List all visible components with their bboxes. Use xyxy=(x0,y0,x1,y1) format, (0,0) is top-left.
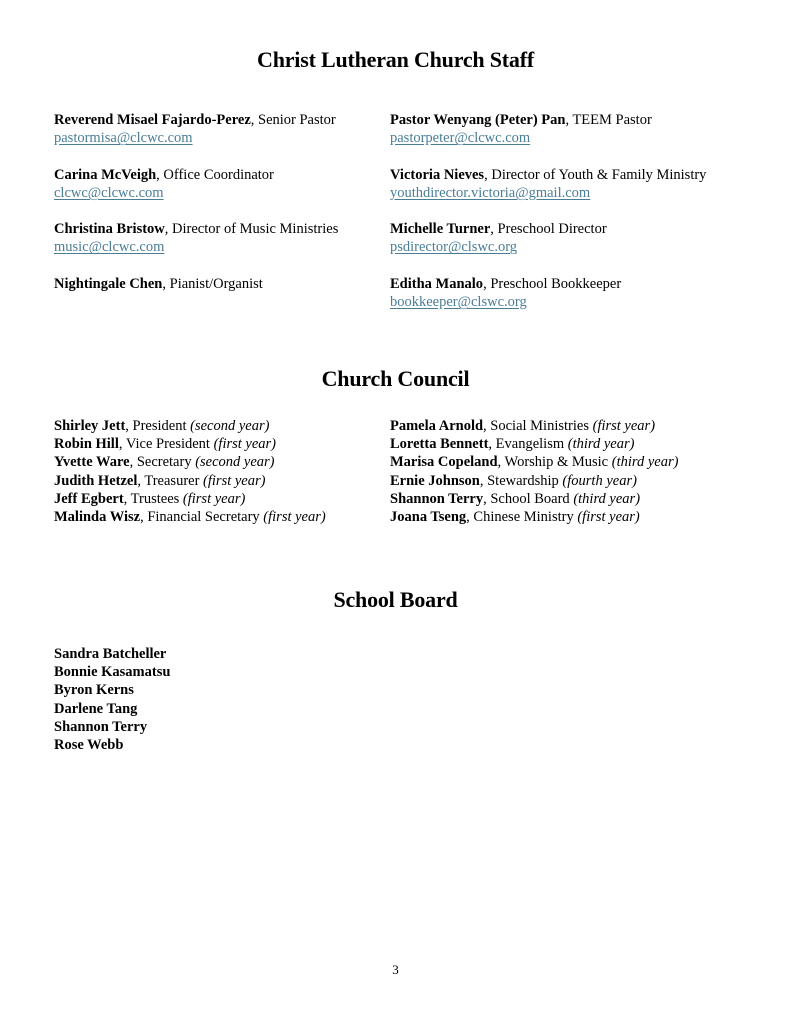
staff-left-column xyxy=(54,111,384,311)
member-role: Financial Secretary xyxy=(147,509,264,526)
staff-heading: Christ Lutheran Church Staff xyxy=(257,47,534,72)
member-role: Vice President xyxy=(125,436,214,453)
school-board-member: Sandra Batcheller xyxy=(54,646,167,662)
member-name: Robin Hill xyxy=(54,436,119,453)
school-board-member: Rose Webb xyxy=(54,737,124,754)
staff-entry xyxy=(390,275,770,311)
member-name: Pamela Arnold xyxy=(390,418,484,434)
separator: , xyxy=(484,166,492,183)
member-term: (first year) xyxy=(182,490,246,507)
council-member xyxy=(54,472,384,490)
staff-name: Victoria Nieves xyxy=(390,166,485,183)
school-board-member: Darlene Tang xyxy=(54,700,138,717)
member-name: Malinda Wisz xyxy=(54,509,141,526)
council-member xyxy=(390,417,770,435)
staff-email-link[interactable]: bookkeeper@clswc.org xyxy=(390,293,527,310)
staff-entry xyxy=(54,166,384,202)
member-term: (second year) xyxy=(190,418,270,434)
council-member xyxy=(390,472,770,490)
staff-right-column xyxy=(390,111,770,329)
staff-email-link[interactable]: pastormisa@clcwc.com xyxy=(54,130,193,147)
staff-email-link[interactable]: clcwc@clcwc.com xyxy=(54,184,164,201)
member-name: Shirley Jett xyxy=(54,418,126,434)
member-name: Joana Tseng xyxy=(390,509,467,526)
separator: , xyxy=(137,472,145,489)
separator: , xyxy=(162,275,170,292)
member-role: Worship & Music xyxy=(504,454,612,471)
member-term: (first year) xyxy=(203,472,266,489)
council-member xyxy=(54,417,384,435)
member-role: Stewardship xyxy=(487,472,563,489)
staff-email-link[interactable]: youthdirector.victoria@gmail.com xyxy=(390,184,591,201)
separator: , xyxy=(466,509,474,526)
school-board-member: Byron Kerns xyxy=(54,682,134,699)
staff-role: Preschool Bookkeeper xyxy=(490,275,622,292)
staff-entry xyxy=(54,275,384,293)
separator: , xyxy=(488,436,496,453)
staff-role: Office Coordinator xyxy=(163,166,274,183)
member-name: Shannon Terry xyxy=(390,490,484,507)
staff-role: Director of Youth & Family Ministry xyxy=(491,166,707,183)
separator: , xyxy=(479,472,488,489)
member-role: President xyxy=(132,418,191,434)
separator: , xyxy=(565,112,573,128)
staff-role: Director of Music Ministries xyxy=(172,221,339,238)
council-left-column xyxy=(54,417,384,526)
staff-name: Editha Manalo xyxy=(390,275,484,292)
staff-entry xyxy=(54,111,384,147)
staff-name: Michelle Turner xyxy=(390,221,491,238)
page-number: 3 xyxy=(392,962,399,977)
council-member xyxy=(54,435,384,453)
member-name: Ernie Johnson xyxy=(390,472,480,489)
separator: , xyxy=(123,490,131,507)
member-name: Marisa Copeland xyxy=(390,454,498,471)
staff-role: TEEM Pastor xyxy=(572,112,652,128)
member-name: Judith Hetzel xyxy=(54,472,138,489)
staff-role: Senior Pastor xyxy=(258,112,336,128)
council-heading: Church Council xyxy=(321,366,470,391)
separator: , xyxy=(483,418,491,434)
member-role: Treasurer xyxy=(144,472,204,489)
staff-email-link[interactable]: music@clcwc.com xyxy=(54,239,165,256)
school-board-member: Shannon Terry xyxy=(54,718,148,735)
staff-entry xyxy=(390,166,770,202)
staff-name: Nightingale Chen xyxy=(54,275,163,292)
member-name: Yvette Ware xyxy=(54,454,130,471)
member-term: (first year) xyxy=(577,509,640,526)
council-member xyxy=(54,453,384,471)
council-member xyxy=(390,435,770,453)
separator: , xyxy=(140,509,148,526)
staff-role: Preschool Director xyxy=(497,221,607,238)
separator: , xyxy=(483,275,491,292)
member-term: (fourth year) xyxy=(562,472,637,489)
school-board-list xyxy=(54,645,384,754)
separator: , xyxy=(118,436,126,453)
staff-email-link[interactable]: psdirector@clswc.org xyxy=(390,239,518,256)
separator: , xyxy=(156,166,164,183)
member-name: Loretta Bennett xyxy=(390,436,489,453)
member-role: Evangelism xyxy=(495,436,568,453)
member-role: Chinese Ministry xyxy=(473,509,578,526)
separator: , xyxy=(497,454,505,471)
school-board-heading: School Board xyxy=(333,587,458,612)
member-term: (second year) xyxy=(195,454,275,471)
council-member xyxy=(390,508,770,526)
staff-role: Pianist/Organist xyxy=(169,275,263,292)
council-member xyxy=(54,508,384,526)
council-member xyxy=(390,453,770,471)
member-term: (third year) xyxy=(573,490,641,507)
separator: , xyxy=(164,221,173,238)
staff-entry xyxy=(390,220,770,256)
separator: , xyxy=(125,418,133,434)
member-term: (first year) xyxy=(213,436,277,453)
staff-entry xyxy=(390,111,770,147)
separator: , xyxy=(250,112,259,128)
council-member xyxy=(54,490,384,508)
council-member xyxy=(390,490,770,508)
member-name: Jeff Egbert xyxy=(54,490,124,507)
member-term: (first year) xyxy=(263,509,326,526)
separator: , xyxy=(483,490,491,507)
member-role: Secretary xyxy=(136,454,196,471)
school-board-member: Bonnie Kasamatsu xyxy=(54,664,171,681)
staff-name: Reverend Misael Fajardo-Perez xyxy=(54,112,251,128)
staff-name: Pastor Wenyang (Peter) Pan xyxy=(390,112,566,128)
member-role: Social Ministries xyxy=(490,418,593,434)
council-right-column xyxy=(390,417,770,526)
staff-name: Carina McVeigh xyxy=(54,166,157,183)
member-term: (third year) xyxy=(611,454,679,471)
separator: , xyxy=(129,454,137,471)
separator: , xyxy=(490,221,498,238)
member-role: Trustees xyxy=(130,490,183,507)
staff-name: Christina Bristow xyxy=(54,221,165,238)
member-role: School Board xyxy=(490,490,574,507)
member-term: (third year) xyxy=(567,436,635,453)
member-term: (first year) xyxy=(592,418,656,434)
staff-email-link[interactable]: pastorpeter@clcwc.com xyxy=(390,130,531,147)
staff-entry xyxy=(54,220,384,256)
